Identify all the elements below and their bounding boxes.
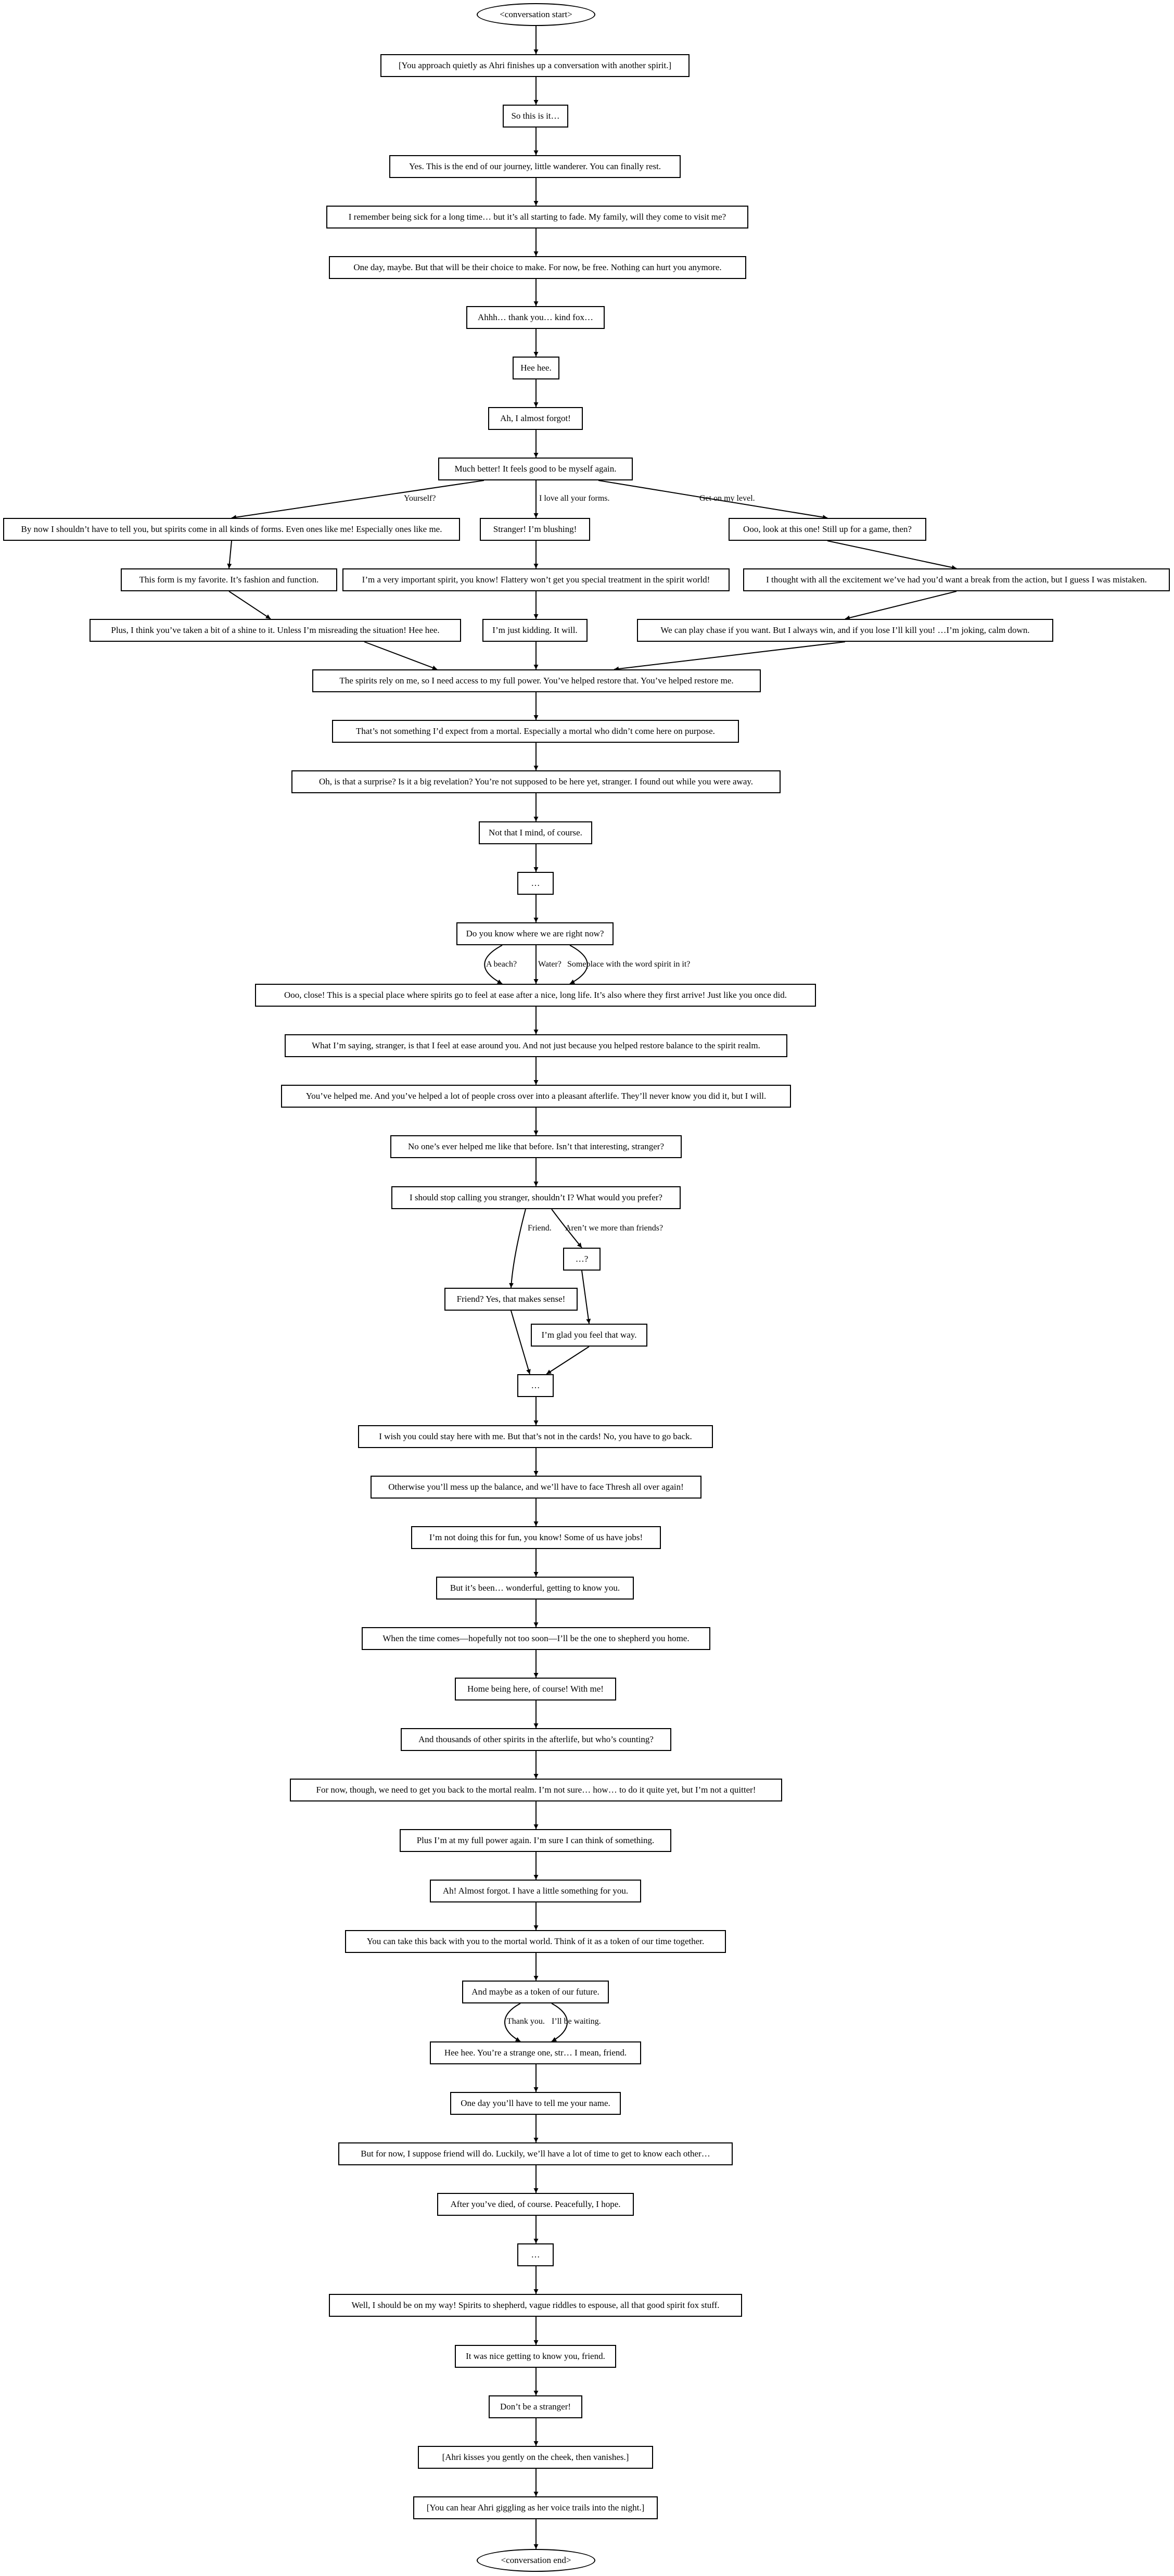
dialogue-node: For now, though, we need to get you back to the mortal realm. I’m not sure… how… to do it quite yet, but I’m not a quitter! xyxy=(290,1779,782,1801)
dialogue-node: One day you’ll have to tell me your name. xyxy=(450,2092,621,2115)
dialogue-node: …? xyxy=(563,1248,601,1271)
dialogue-node: … xyxy=(517,1374,554,1397)
dialogue-node: Well, I should be on my way! Spirits to shepherd, vague riddles to espouse, all that good spirit fox stuff. xyxy=(329,2294,742,2317)
edge-arrow xyxy=(511,1311,530,1374)
node-conversation-end: <conversation end> xyxy=(477,2549,595,2572)
dialogue-node: I’m a very important spirit, you know! Flattery won’t get you special treatment in the spirit world! xyxy=(342,568,730,591)
dialogue-node: Yes. This is the end of our journey, little wanderer. You can finally rest. xyxy=(389,155,681,178)
dialogue-node: Oh, is that a surprise? Is it a big revelation? You’re not supposed to be here yet, stranger. I found out while you were away. xyxy=(291,770,781,793)
edge-label-someplace: Someplace with the word spirit in it? xyxy=(567,960,691,969)
edge-arrow xyxy=(614,642,845,669)
edge-arrow xyxy=(229,541,232,568)
dialogue-node: This form is my favorite. It’s fashion and function. xyxy=(121,568,337,591)
dialogue-node: Ah, I almost forgot! xyxy=(488,407,583,430)
dialogue-node: But it’s been… wonderful, getting to know you. xyxy=(436,1577,634,1600)
edge-label-be-waiting: I’ll be waiting. xyxy=(552,2017,601,2026)
dialogue-node: By now I shouldn’t have to tell you, but spirits come in all kinds of forms. Even ones like me! Especially ones like me. xyxy=(3,518,460,541)
dialogue-node: And thousands of other spirits in the afterlife, but who’s counting? xyxy=(401,1728,671,1751)
edge-label-level: Get on my level. xyxy=(699,494,755,503)
edge-label-love-forms: I love all your forms. xyxy=(539,494,610,503)
dialogue-node: … xyxy=(517,2243,554,2266)
dialogue-node: I should stop calling you stranger, shouldn’t I? What would you prefer? xyxy=(391,1186,681,1209)
dialogue-node: So this is it… xyxy=(503,105,568,128)
dialogue-node: The spirits rely on me, so I need access to my full power. You’ve helped restore that. You’ve helped restore me. xyxy=(312,669,761,692)
dialogue-node: [Ahri kisses you gently on the cheek, then vanishes.] xyxy=(418,2446,653,2469)
edge-arrow xyxy=(511,1209,526,1288)
dialogue-node: I wish you could stay here with me. But that’s not in the cards! No, you have to go back. xyxy=(358,1425,713,1448)
dialogue-node: Stranger! I’m blushing! xyxy=(480,518,590,541)
edge-label-friend: Friend. xyxy=(528,1224,552,1233)
dialogue-node: One day, maybe. But that will be their choice to make. For now, be free. Nothing can hurt you anymore. xyxy=(329,256,746,279)
dialogue-node: Plus I’m at my full power again. I’m sure I can think of something. xyxy=(400,1829,671,1852)
dialogue-node: [You approach quietly as Ahri finishes up a conversation with another spirit.] xyxy=(380,54,690,77)
dialogue-node: That’s not something I’d expect from a mortal. Especially a mortal who didn’t come here on purpose. xyxy=(332,720,739,743)
dialogue-node: Ooo, look at this one! Still up for a game, then? xyxy=(729,518,926,541)
edge-arrow xyxy=(845,591,956,619)
dialogue-node: I’m just kidding. It will. xyxy=(482,619,588,642)
edge-label-beach: A beach? xyxy=(486,960,517,969)
edge-label-thank-you: Thank you. xyxy=(507,2017,545,2026)
dialogue-node: I thought with all the excitement we’ve had you’d want a break from the action, but I guess I was mistaken. xyxy=(743,568,1170,591)
dialogue-node: No one’s ever helped me like that before. Isn’t that interesting, stranger? xyxy=(390,1135,682,1158)
dialogue-node: I’m not doing this for fun, you know! Some of us have jobs! xyxy=(411,1526,661,1549)
dialogue-node: Hee hee. xyxy=(513,357,559,379)
dialogue-node: Much better! It feels good to be myself again. xyxy=(438,458,633,480)
dialogue-node: … xyxy=(517,872,554,895)
dialogue-node: Do you know where we are right now? xyxy=(456,922,614,945)
dialogue-node: Otherwise you’ll mess up the balance, and we’ll have to face Thresh all over again! xyxy=(371,1476,701,1499)
dialogue-node: Not that I mind, of course. xyxy=(479,821,592,844)
dialogue-node: Don’t be a stranger! xyxy=(489,2395,582,2418)
dialogue-node: Hee hee. You’re a strange one, str… I mean, friend. xyxy=(430,2041,641,2064)
edge-label-more-than-friends: Aren’t we more than friends? xyxy=(565,1224,663,1233)
dialogue-node: What I’m saying, stranger, is that I feel at ease around you. And not just because you helped restore balance to the spirit realm. xyxy=(285,1034,787,1057)
dialogue-node: You can take this back with you to the mortal world. Think of it as a token of our time together. xyxy=(345,1930,726,1953)
node-conversation-start: <conversation start> xyxy=(477,3,595,26)
edge-label-water: Water? xyxy=(538,960,562,969)
dialogue-node: We can play chase if you want. But I always win, and if you lose I’ll kill you! …I’m joking, calm down. xyxy=(637,619,1053,642)
dialogue-node: [You can hear Ahri giggling as her voice trails into the night.] xyxy=(413,2496,658,2519)
edge-arrow xyxy=(364,642,437,669)
dialogue-node: I’m glad you feel that way. xyxy=(531,1324,647,1347)
dialogue-node: Plus, I think you’ve taken a bit of a shine to it. Unless I’m misreading the situation! Hee hee. xyxy=(90,619,461,642)
edge-arrow xyxy=(582,1271,589,1324)
dialogue-node: Home being here, of course! With me! xyxy=(455,1678,616,1701)
edge-arrow xyxy=(232,480,484,518)
dialogue-node: And maybe as a token of our future. xyxy=(462,1981,609,2003)
dialogue-node: Ooo, close! This is a special place where spirits go to feel at ease after a nice, long life. It’s also where they first arrive! Just like you once did. xyxy=(255,984,816,1007)
dialogue-node: It was nice getting to know you, friend. xyxy=(455,2345,616,2368)
dialogue-node: You’ve helped me. And you’ve helped a lot of people cross over into a pleasant afterlife. They’ll never know you did it, but I will. xyxy=(281,1085,791,1108)
dialogue-node: Friend? Yes, that makes sense! xyxy=(444,1288,578,1311)
edge-arrow xyxy=(546,1347,589,1374)
dialogue-node: I remember being sick for a long time… but it’s all starting to fade. My family, will they come to visit me? xyxy=(326,206,748,229)
edge-label-yourself: Yourself? xyxy=(404,494,436,503)
dialogue-node: But for now, I suppose friend will do. Luckily, we’ll have a lot of time to get to know each other… xyxy=(338,2142,733,2165)
dialogue-node: When the time comes—hopefully not too soon—I’ll be the one to shepherd you home. xyxy=(362,1627,710,1650)
dialogue-node: After you’ve died, of course. Peacefully, I hope. xyxy=(437,2193,634,2216)
dialogue-node: Ahhh… thank you… kind fox… xyxy=(466,306,605,329)
edge-arrow xyxy=(827,541,956,568)
dialogue-node: Ah! Almost forgot. I have a little something for you. xyxy=(430,1880,641,1902)
edge-arrow xyxy=(229,591,271,619)
